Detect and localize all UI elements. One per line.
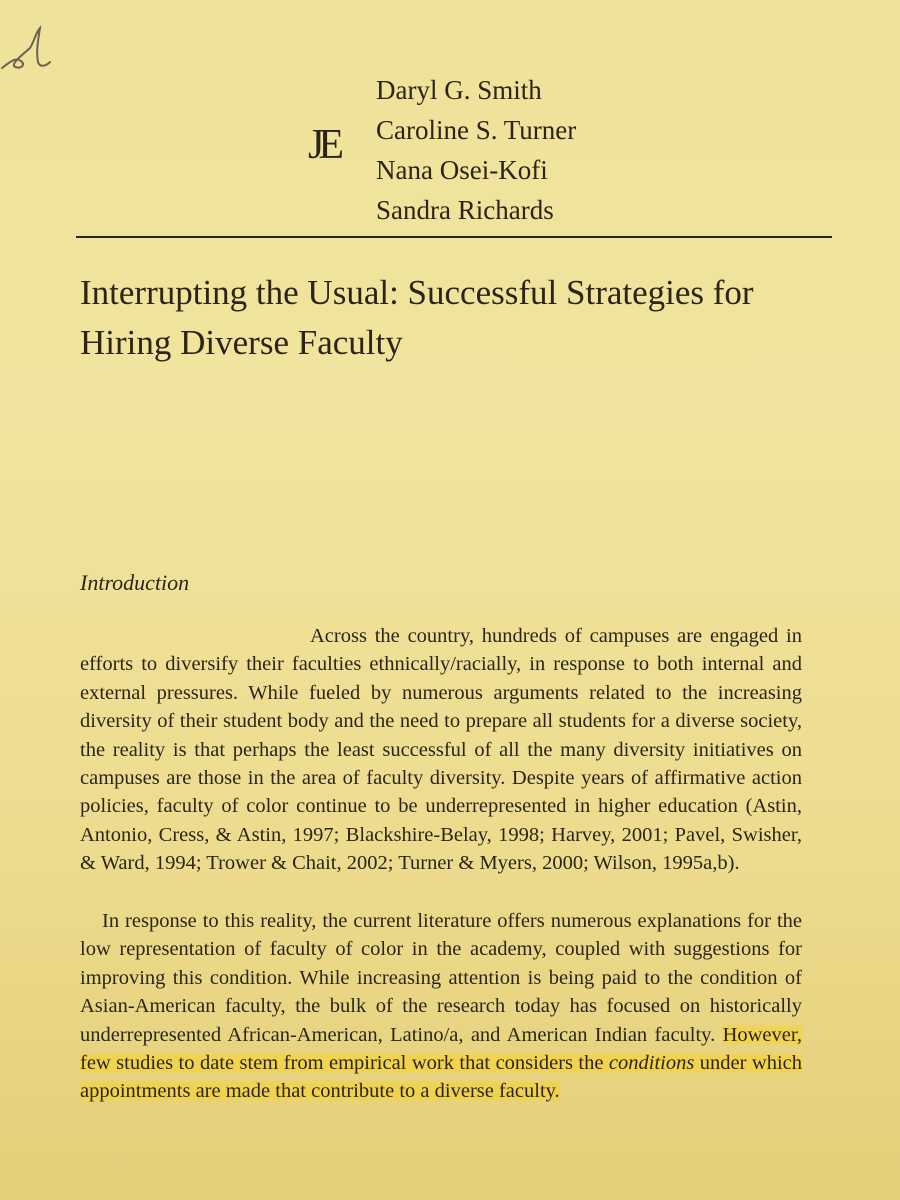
- highlighted-text: However, few studies to date stem from empirical work that considers the conditions under which appointments are made that contribute to a diverse faculty.: [80, 1023, 802, 1103]
- body-paragraph-2: [80, 907, 802, 1106]
- emphasized-word: conditions: [608, 1052, 695, 1075]
- header-divider: [76, 236, 832, 238]
- section-heading: Introduction: [80, 570, 190, 595]
- article-title: Interrupting the Usual: Successful Strategies for Hiring Diverse Faculty: [80, 273, 754, 362]
- author-list: [376, 70, 576, 230]
- author-name: Caroline S. Turner: [376, 115, 577, 145]
- handwritten-pencil-mark: [0, 22, 58, 72]
- author-name: Daryl G. Smith: [376, 75, 542, 105]
- paragraph-text: In response to this reality, the current literature offers numerous explanations for the low representation of faculty of color in the academy, coupled with suggestions for improving this condition. While increasing attention is being paid to the condition of Asian-American faculty, the bulk of the research today has focused on historically underrepresented African-American, Latino/a, and American Indian faculty.: [80, 910, 802, 1046]
- author-name: Nana Osei-Kofi: [376, 155, 548, 185]
- journal-logo-icon: JE: [308, 122, 338, 168]
- body-paragraph-1: Across the country, hundreds of campuses are engaged in efforts to diversify their faculties ethnically/racially, in response to both internal and external pressures. While fueled by numerous arguments related to the increasing diversity of their student body and the need to prepare all students for a diverse society, the reality is that perhaps the least successful of all the many diversity initiatives on campuses are those in the area of faculty diversity. Despite years of affirmative action policies, faculty of color continue to be underrepresented in higher education (Astin, Antonio, Cress, & Astin, 1997; Blackshire-Belay, 1998; Harvey, 2001; Pavel, Swisher, & Ward, 1994; Trower & Chait, 2002; Turner & Myers, 2000; Wilson, 1995a,b).: [80, 625, 802, 875]
- author-name: Sandra Richards: [376, 195, 554, 225]
